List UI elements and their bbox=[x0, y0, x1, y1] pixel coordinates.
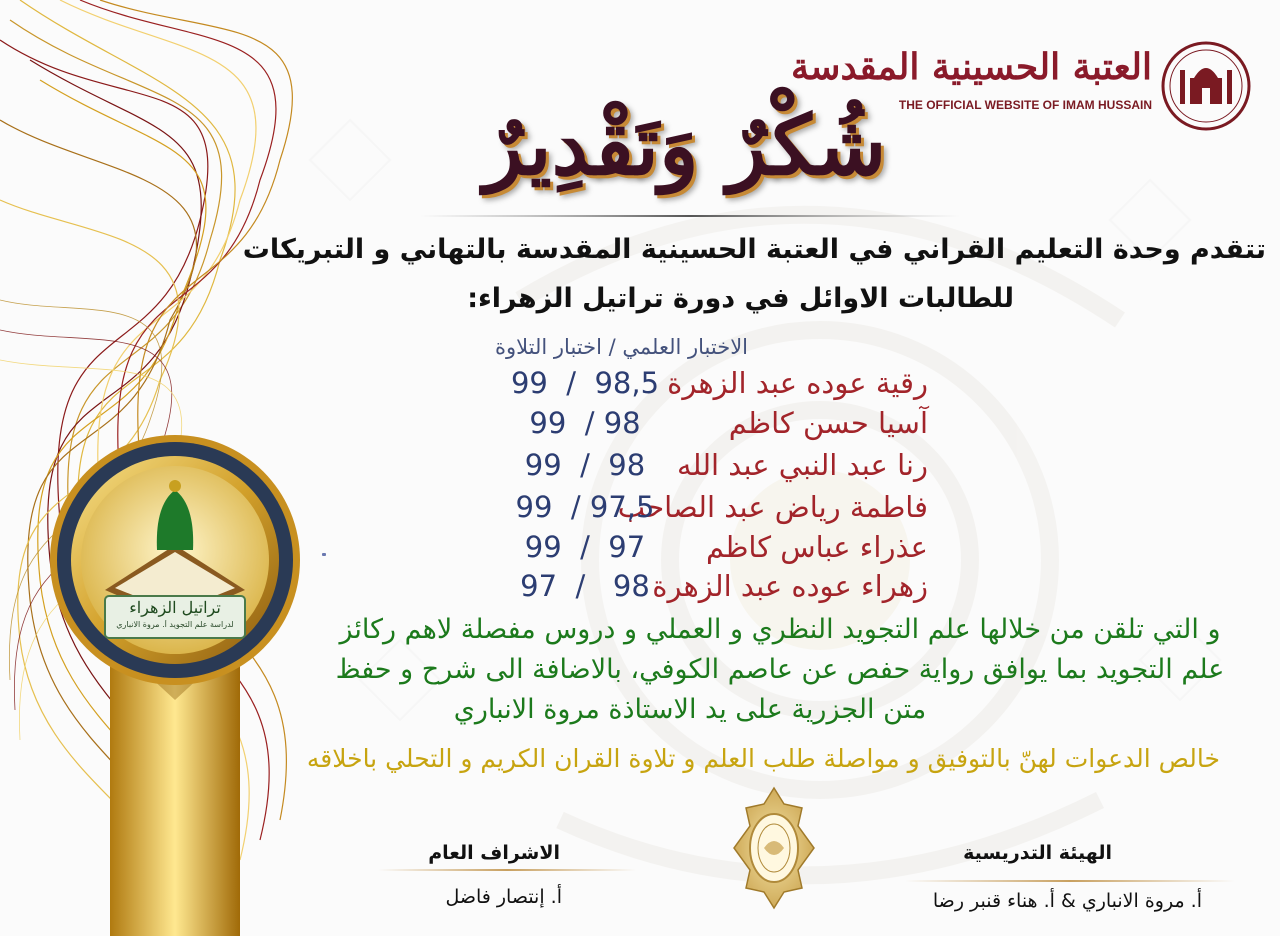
teaching-staff-label: الهيئة التدريسية bbox=[963, 842, 1112, 864]
description-line-3: متن الجزرية على يد الاستاذة مروة الانباري bbox=[453, 694, 927, 725]
supervisor-label: الاشراف العام bbox=[428, 842, 560, 864]
imam-hussain-logo[interactable] bbox=[790, 40, 1252, 130]
student-name: فاطمة رياض عبد الصاحب bbox=[617, 490, 928, 524]
logo-title: العتبة الحسينية المقدسة bbox=[790, 46, 1152, 88]
decorative-dot bbox=[322, 553, 326, 556]
logo-subtitle: THE OFFICIAL WEBSITE OF IMAM HUSSAIN bbox=[898, 98, 1152, 112]
teaching-staff-names: أ. مروة الانباري & أ. هناء قنبر رضا bbox=[932, 890, 1202, 912]
quran-ornament-icon bbox=[732, 786, 816, 910]
student-score: 99 / 97 bbox=[524, 530, 646, 564]
title-underline bbox=[420, 212, 960, 220]
intro-line-1: تتقدم وحدة التعليم القراني في العتبة الحسينية المقدسة بالتهاني و التبريكات bbox=[242, 234, 1266, 265]
intro-line-2: للطالبات الاوائل في دورة تراتيل الزهراء: bbox=[467, 283, 1014, 314]
signature-line bbox=[378, 869, 636, 871]
badge-subtitle: لدراسة علم التجويد أ. مروة الانباري bbox=[116, 620, 234, 629]
golden-ribbon-decoration bbox=[0, 0, 330, 936]
student-score: 99 / 98 bbox=[524, 448, 646, 482]
student-score: 99 / 98,5 bbox=[510, 366, 660, 400]
signature-line bbox=[905, 880, 1235, 882]
blessing-text: خالص الدعوات لهنّ بالتوفيق و مواصلة طلب العلم و تلاوة القران الكريم و التحلي باخلاقه bbox=[306, 744, 1220, 773]
student-name: رقية عوده عبد الزهرة bbox=[667, 366, 928, 400]
student-score: 99 / 97,5 bbox=[515, 490, 655, 524]
scores-column-header: الاختبار العلمي / اختبار التلاوة bbox=[494, 335, 748, 359]
badge-title: تراتيل الزهراء bbox=[129, 598, 221, 617]
student-name: رنا عبد النبي عبد الله bbox=[677, 448, 928, 482]
description-line-2: علم التجويد بما يوافق رواية حفص عن عاصم الكوفي، بالاضافة الى شرح و حفظ bbox=[335, 654, 1225, 685]
student-name: زهراء عوده عبد الزهرة bbox=[652, 569, 928, 603]
page-title: شُكْرٌ وَتَقْدِيرٌ bbox=[483, 98, 887, 194]
shrine-emblem-icon bbox=[1160, 40, 1252, 132]
description-line-1: و التي تلقن من خلالها علم التجويد النظري و العملي و دروس مفصلة لاهم ركائز bbox=[339, 614, 1221, 645]
student-score: 99 / 98 bbox=[529, 406, 641, 440]
student-name: عذراء عباس كاظم bbox=[706, 530, 928, 564]
student-score: 97 / 98 bbox=[520, 569, 650, 603]
supervisor-name: أ. إنتصار فاضل bbox=[445, 886, 562, 908]
student-name: آسيا حسن كاظم bbox=[728, 406, 928, 440]
